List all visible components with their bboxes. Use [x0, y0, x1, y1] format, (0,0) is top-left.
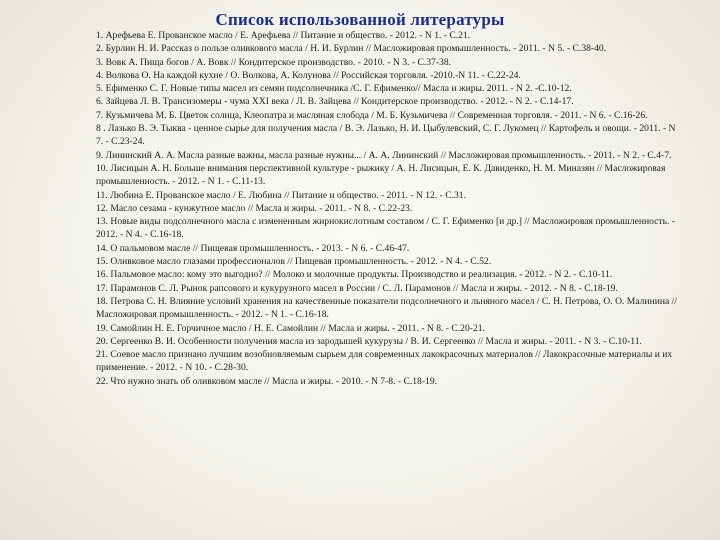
- reference-item-6: 6. Зайцева Л. В. Трансизомеры - чума XXI века / Л. В. Зайцева // Кондитерское производство. - 2012. - N 2. - С.14-17.: [96, 96, 574, 108]
- reference-item-12: 12. Масло сезама - кунжутное масло // Масла и жиры. - 2011. - N 8. - С.22-23.: [96, 202, 413, 214]
- reference-item-1: 1. Арефьева Е. Прованское масло / Е. Арефьева // Питание и общество. - 2012. - N 1. - С.21.: [96, 30, 471, 41]
- reference-item-19: 19. Самойлин Н. Е. Горчичное масло / Н. Е. Самойлин // Масла и жиры. - 2011. - N 8. - С.20-21.: [96, 322, 485, 334]
- reference-item-14: 14. О пальмовом масле // Пищевая промышленность. - 2013. - N 6. - С.46-47.: [96, 242, 410, 254]
- reference-item-3: 3. Вовк А. Пища богов / А. Вовк // Кондитерское производство. - 2010. - N 3. - С.37-38.: [96, 56, 452, 68]
- reference-item-2: 2. Бурлин Н. И. Рассказ о пользе оливкового масла / Н. И. Бурлин // Масложировая промышленность. - 2011. - N 5. - С.38-40.: [96, 43, 607, 55]
- reference-item-13: 13. Новые виды подсолнечного масла с измененным жирнокислотным составом / С. Г. Ефименко [и др.] // Масложировая промышленность. - 2012. - N 4. - С.16-18.: [96, 216, 675, 241]
- reference-item-21: 21. Соевое масло признано лучшим возобновляемым сырьем для современных лакокрасочных материалов // Лакокрасочные материалы и их применение. - 2012. - N 10. - С.28-30.: [96, 349, 673, 374]
- reference-item-17: 17. Парамонов С. Л. Рынок рапсового и кукурузного масел в России / С. Л. Парамонов // Масла и жиры. - 2012. - N 8. - С.18-19.: [96, 282, 618, 294]
- reference-item-8: 8 . Лазько В. Э. Тыква - ценное сырье для получения масла / В. Э. Лазько, Н. И. Цыбулевский, С. Г. Лукомец // Картофель и овощи. - 2011. - N 7. - С.23-24.: [96, 123, 676, 148]
- reference-item-22: 22. Что нужно знать об оливковом масле // Масла и жиры. - 2010. - N 7-8. - С.18-19.: [96, 375, 438, 387]
- reference-item-11: 11. Любина Е. Прованское масло / Е. Любина // Питание и общество. - 2011. - N 12. - С.31.: [96, 189, 467, 201]
- reference-item-15: 15. Оливковое масло глазами профессионалов // Пищевая промышленность. - 2012. - N 4. - С.52.: [96, 256, 492, 268]
- reference-item-16: 16. Пальмовое масло: кому это выгодно? // Молоко и молочные продукты. Производство и реализация. - 2012. - N 2. - С.10-11.: [96, 269, 613, 281]
- slide-title: Список использованной литературы: [215, 10, 505, 29]
- reference-item-7: 7. Кузьмичева М. Б. Цветок солнца, Клеопатра и масляная слобода / М. Б. Кузьмичева // Современная торговля. - 2011. - N 6. - С.16-26.: [96, 109, 648, 121]
- reference-item-5: 5. Ефименко С. Г. Новые типы масел из семян подсолнечника /С. Г. Ефименко// Масла и жиры. 2011. - N 2. -С.10-12.: [96, 83, 572, 95]
- reference-item-20: 20. Сергеенко В. И. Особенности получения масла из зародышей кукурузы / В. И. Сергеенко // Масла и жиры. - 2011. - N 3. - С.10-11.: [96, 335, 642, 347]
- reference-item-18: 18. Петрова С. Н. Влияние условий хранения на качественные показатели подсолнечного и льняного масел / С. Н. Петрова, О. О. Малинина // Масложировая промышленность. - 2012. - N 1. - С.16-18.: [96, 295, 677, 321]
- reference-list: [96, 29, 682, 388]
- reference-item-4: 4. Волкова О. На каждой кухне / О. Волкова, А. Колунова // Российская торговля. -2010.-N 11. - С.22-24.: [96, 69, 521, 81]
- reference-item-10: 10. Лисицын А. Н. Больше внимания перспективной культуре - рыжику / А. Н. Лисицын, Е. К. Давиденко, Н. М. Миназян // Масложировая промышленность. - 2012. - N 1. - С.11-13.: [96, 162, 666, 188]
- reference-item-9: 9. Лининский А. А. Масла разные важны, масла разные нужны... / А. А. Лининский // Масложировая промышленность. - 2011. - N 2. - С.4-7.: [96, 149, 672, 161]
